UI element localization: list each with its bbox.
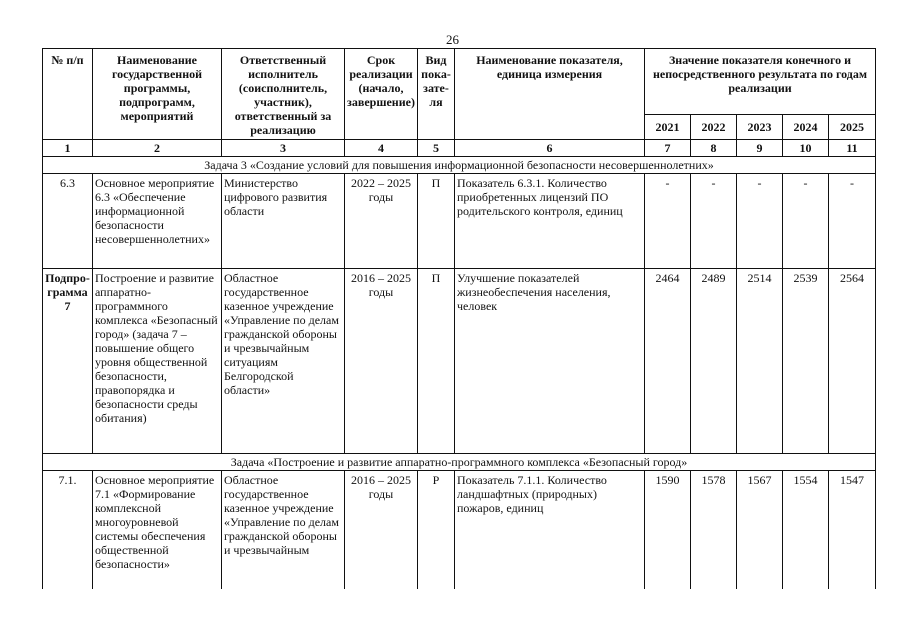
row-value: 2489 [691, 269, 737, 454]
table-row [43, 174, 876, 269]
row-executor: Областное государственное казенное учреждение «Управление по делам гражданской обороны и чрезвычайным ситуациям Белгородской области» [222, 269, 345, 454]
column-number: 4 [345, 140, 418, 157]
column-number: 5 [418, 140, 455, 157]
row-type: П [418, 174, 455, 269]
row-indicator: Показатель 7.1.1. Количество ландшафтных (природных) пожаров, единиц [455, 471, 645, 590]
row-value: 1567 [737, 471, 783, 590]
header-type: Вид пока-зате-ля [418, 49, 455, 140]
row-type: Р [418, 471, 455, 590]
row-value: 2514 [737, 269, 783, 454]
row-name: Построение и развитие аппаратно-программного комплекса «Безопасный город» (задача 7 – повышение общего уровня общественной безопасности, правопорядка и безопасности среды обитания) [93, 269, 222, 454]
row-num: 7.1. [43, 471, 93, 590]
header-year: 2022 [691, 115, 737, 140]
row-value: - [783, 174, 829, 269]
row-value: 1590 [645, 471, 691, 590]
row-executor: Областное государственное казенное учреждение «Управление по делам гражданской обороны и чрезвычайным [222, 471, 345, 590]
row-name: Основное мероприятие 6.3 «Обеспечение информационной безопасности несовершеннолетних» [93, 174, 222, 269]
row-num: 6.3 [43, 174, 93, 269]
header-year: 2024 [783, 115, 829, 140]
table-row [43, 269, 876, 454]
row-type: П [418, 269, 455, 454]
row-value: 2539 [783, 269, 829, 454]
row-indicator: Показатель 6.3.1. Количество приобретенных лицензий ПО родительского контроля, единиц [455, 174, 645, 269]
column-number: 9 [737, 140, 783, 157]
row-value: 1578 [691, 471, 737, 590]
table-row [43, 471, 876, 590]
column-number: 2 [93, 140, 222, 157]
column-number: 10 [783, 140, 829, 157]
header-indicator: Наименование показателя, единица измерения [455, 49, 645, 140]
row-executor: Министерство цифрового развития области [222, 174, 345, 269]
header-name: Наименование государственной программы, подпрограмм, мероприятий [93, 49, 222, 140]
row-name: Основное мероприятие 7.1 «Формирование комплексной многоуровневой системы обеспечения общественной безопасности» [93, 471, 222, 590]
row-num: Подпро-грамма 7 [43, 269, 93, 454]
column-number: 6 [455, 140, 645, 157]
row-value: - [645, 174, 691, 269]
task-bg-row [43, 454, 876, 471]
row-value: - [829, 174, 876, 269]
row-period: 2016 – 2025 годы [345, 269, 418, 454]
column-number: 1 [43, 140, 93, 157]
column-number: 11 [829, 140, 876, 157]
header-values-group: Значение показателя конечного и непосредственного результата по годам реализации [645, 49, 876, 115]
row-value: - [737, 174, 783, 269]
row-period: 2022 – 2025 годы [345, 174, 418, 269]
column-number: 7 [645, 140, 691, 157]
indicators-table [42, 48, 876, 589]
row-value: - [691, 174, 737, 269]
header-row [43, 49, 876, 115]
task-3-row [43, 157, 876, 174]
row-value: 2564 [829, 269, 876, 454]
row-value: 2464 [645, 269, 691, 454]
column-numbers-row [43, 140, 876, 157]
column-number: 8 [691, 140, 737, 157]
header-executor: Ответственный исполнитель (соисполнитель, участник), ответственный за реализацию [222, 49, 345, 140]
header-year: 2021 [645, 115, 691, 140]
header-num: № п/п [43, 49, 93, 140]
row-value: 1554 [783, 471, 829, 590]
header-year: 2023 [737, 115, 783, 140]
header-year: 2025 [829, 115, 876, 140]
row-indicator: Улучшение показателей жизнеобеспечения населения, человек [455, 269, 645, 454]
row-period: 2016 – 2025 годы [345, 471, 418, 590]
header-period: Срок реализации (начало, завершение) [345, 49, 418, 140]
column-number: 3 [222, 140, 345, 157]
row-value: 1547 [829, 471, 876, 590]
page-number: 26 [446, 32, 459, 47]
task-3-title: Задача 3 «Создание условий для повышения информационной безопасности несовершеннолетних» [43, 157, 876, 174]
task-bg-title: Задача «Построение и развитие аппаратно-программного комплекса «Безопасный город» [43, 454, 876, 471]
